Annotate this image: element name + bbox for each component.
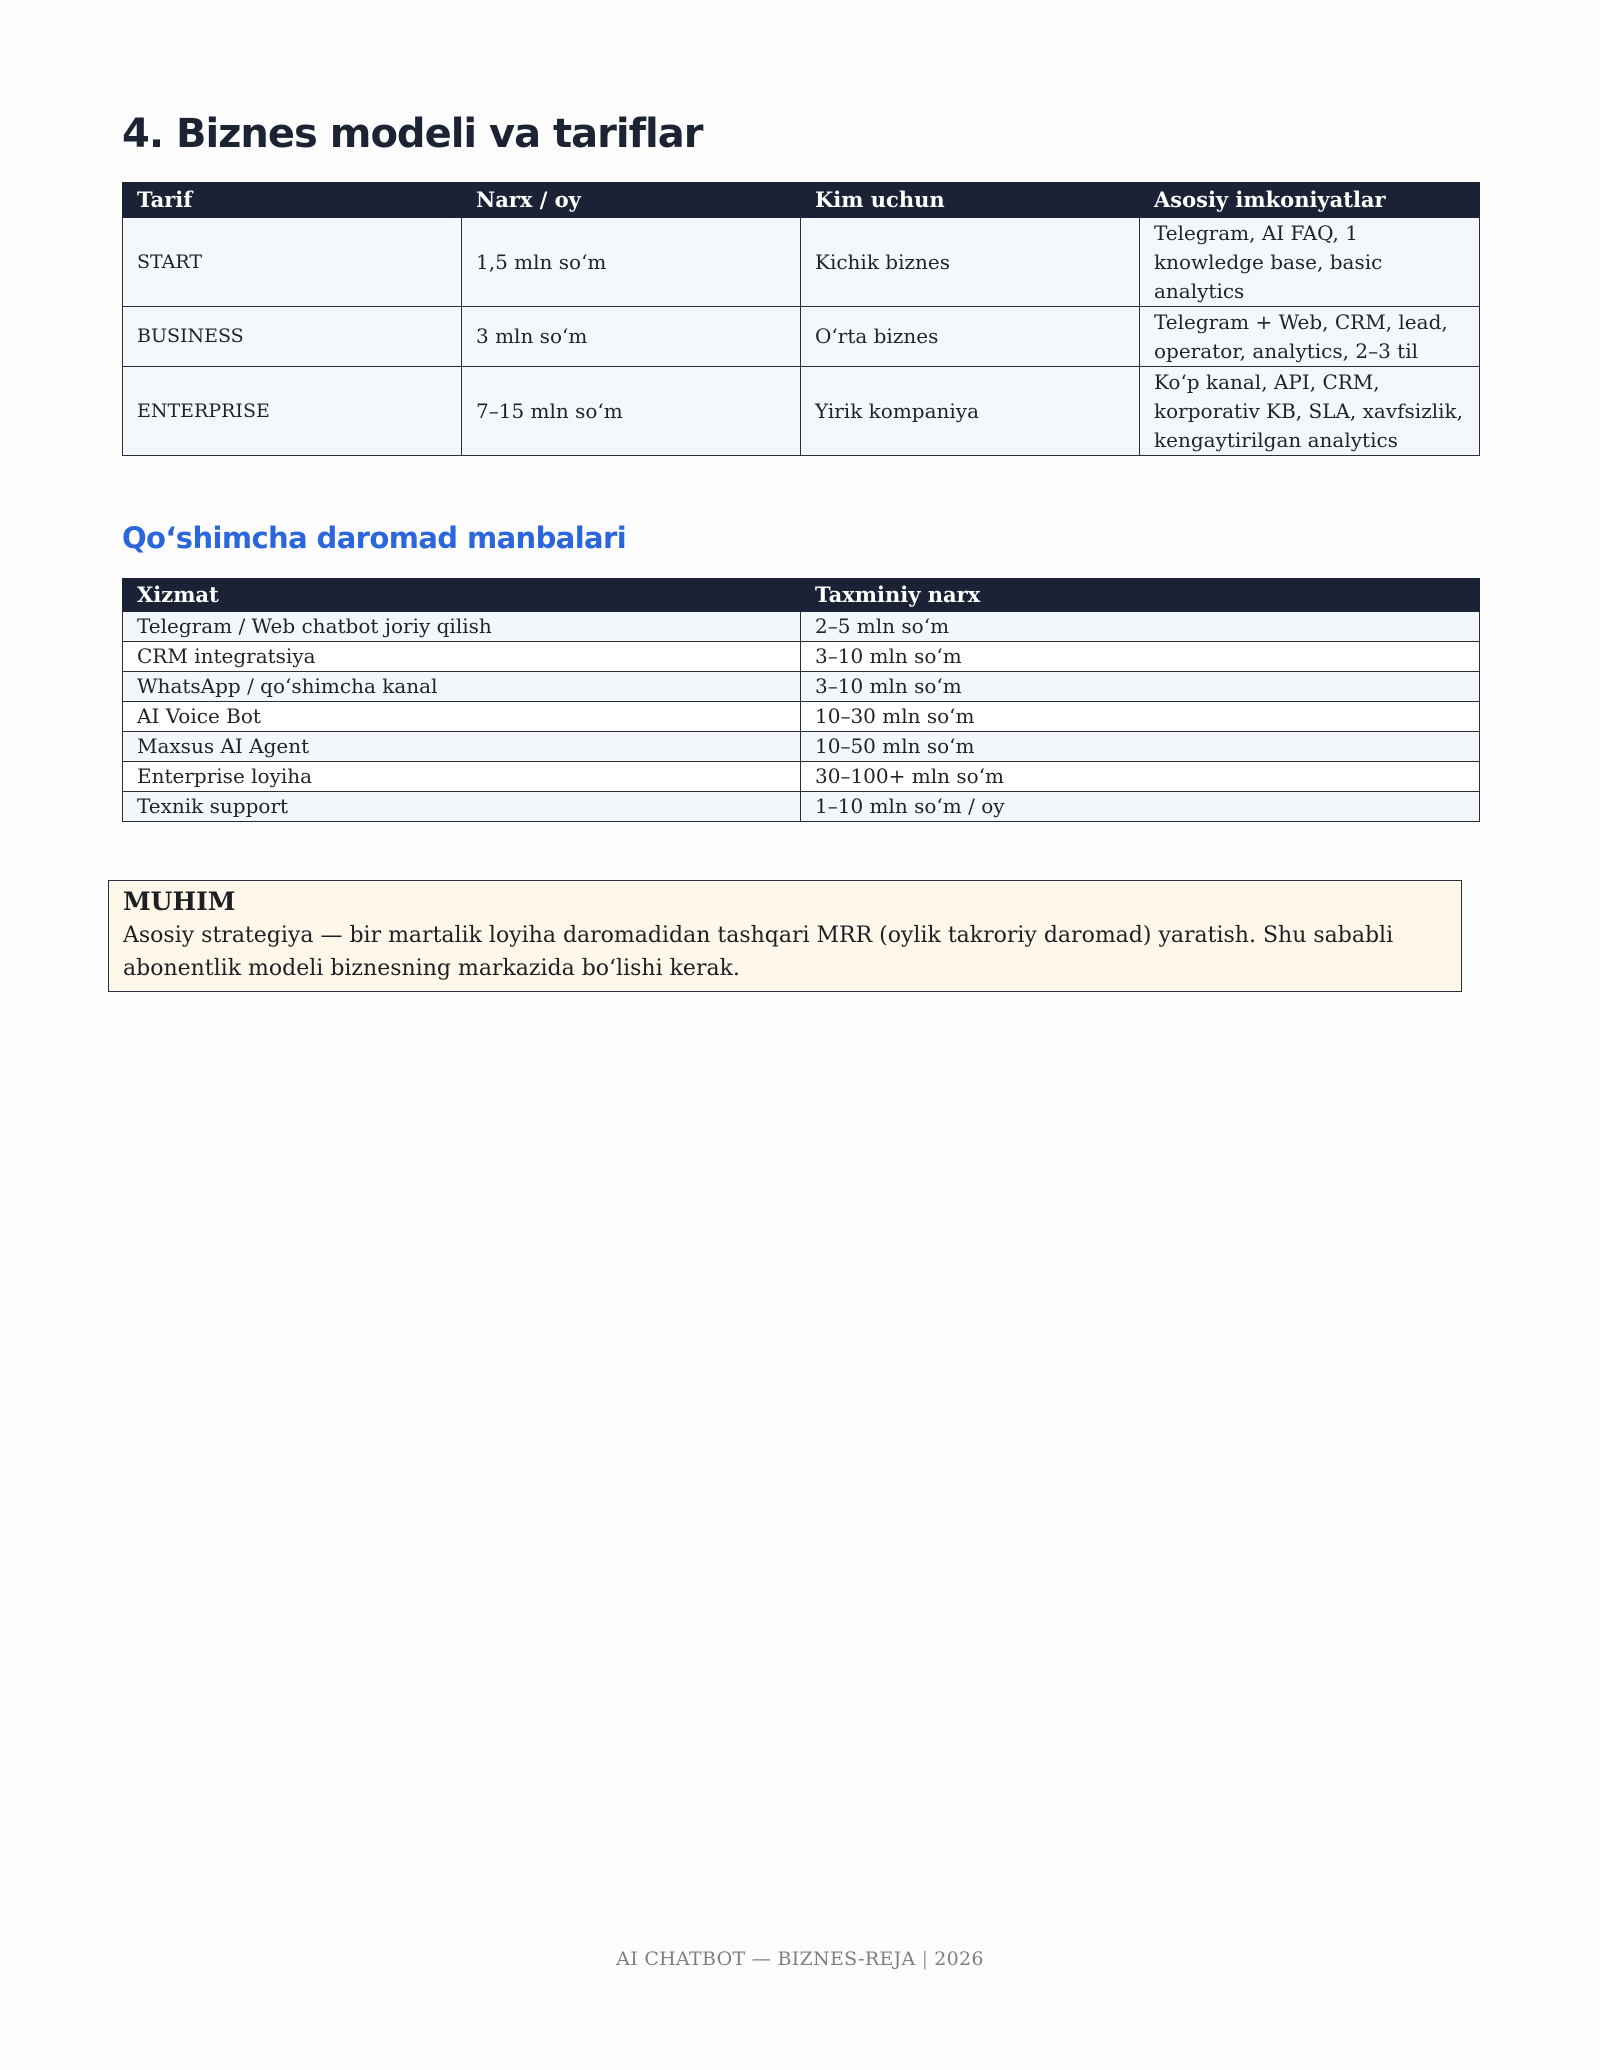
- table-cell: Yirik kompaniya: [801, 367, 1140, 456]
- table-cell: WhatsApp / qo‘shimcha kanal: [123, 672, 801, 702]
- table-cell: 3 mln so‘m: [462, 307, 801, 367]
- table-row: [123, 732, 1480, 762]
- table-cell: 1,5 mln so‘m: [462, 218, 801, 307]
- section-subtitle: Qo‘shimcha daromad manbalari: [122, 521, 627, 555]
- table-cell: Kichik biznes: [801, 218, 1140, 307]
- page-footer: [0, 1948, 1600, 1970]
- table-cell: Telegram, AI FAQ, 1 knowledge base, basic analytics: [1140, 218, 1480, 307]
- table-cell: 10–50 mln so‘m: [801, 732, 1480, 762]
- table-cell: 10–30 mln so‘m: [801, 702, 1480, 732]
- column-header: Narx / oy: [462, 183, 801, 218]
- table-cell: 2–5 mln so‘m: [801, 612, 1480, 642]
- table-cell: BUSINESS: [123, 307, 462, 367]
- table-cell: 7–15 mln so‘m: [462, 367, 801, 456]
- table-cell: Telegram + Web, CRM, lead, operator, analytics, 2–3 til: [1140, 307, 1480, 367]
- table-cell: START: [123, 218, 462, 307]
- table-cell: Enterprise loyiha: [123, 762, 801, 792]
- table-row: [123, 762, 1480, 792]
- table-row: [123, 307, 1480, 367]
- table-cell: AI Voice Bot: [123, 702, 801, 732]
- callout-title: MUHIM: [123, 887, 236, 916]
- table-header-row: [123, 579, 1480, 612]
- table-cell: CRM integratsiya: [123, 642, 801, 672]
- footer-document-title: AI CHATBOT — BIZNES-REJA: [616, 1948, 916, 1970]
- table-cell: 3–10 mln so‘m: [801, 642, 1480, 672]
- revenue-table: [122, 578, 1480, 822]
- table-row: [123, 642, 1480, 672]
- table-cell: Texnik support: [123, 792, 801, 822]
- callout-text: Asosiy strategiya — bir martalik loyiha daromadidan tashqari MRR (oylik takroriy daromad) yaratish. Shu sababli abonentlik modeli biznesning markazida bo‘lishi kerak.: [123, 923, 1394, 981]
- table-row: [123, 702, 1480, 732]
- table-cell: O‘rta biznes: [801, 307, 1140, 367]
- table-cell: Telegram / Web chatbot joriy qilish: [123, 612, 801, 642]
- footer-year: 2026: [934, 1948, 984, 1970]
- table-cell: 1–10 mln so‘m / oy: [801, 792, 1480, 822]
- column-header: Xizmat: [123, 579, 801, 612]
- table-row: [123, 612, 1480, 642]
- page-title: 4. Biznes modeli va tariflar: [122, 111, 703, 157]
- footer-separator: |: [921, 1948, 929, 1970]
- table-cell: Maxsus AI Agent: [123, 732, 801, 762]
- table-cell: Ko‘p kanal, API, CRM, korporativ KB, SLA, xavfsizlik, kengaytirilgan analytics: [1140, 367, 1480, 456]
- table-row: [123, 367, 1480, 456]
- table-cell: ENTERPRISE: [123, 367, 462, 456]
- column-header: Asosiy imkoniyatlar: [1140, 183, 1480, 218]
- table-header-row: [123, 183, 1480, 218]
- table-cell: 3–10 mln so‘m: [801, 672, 1480, 702]
- column-header: Taxminiy narx: [801, 579, 1480, 612]
- column-header: Kim uchun: [801, 183, 1140, 218]
- table-cell: 30–100+ mln so‘m: [801, 762, 1480, 792]
- table-row: [123, 218, 1480, 307]
- table-row: [123, 672, 1480, 702]
- column-header: Tarif: [123, 183, 462, 218]
- important-callout: [108, 880, 1462, 992]
- tariff-table: [122, 182, 1480, 456]
- table-row: [123, 792, 1480, 822]
